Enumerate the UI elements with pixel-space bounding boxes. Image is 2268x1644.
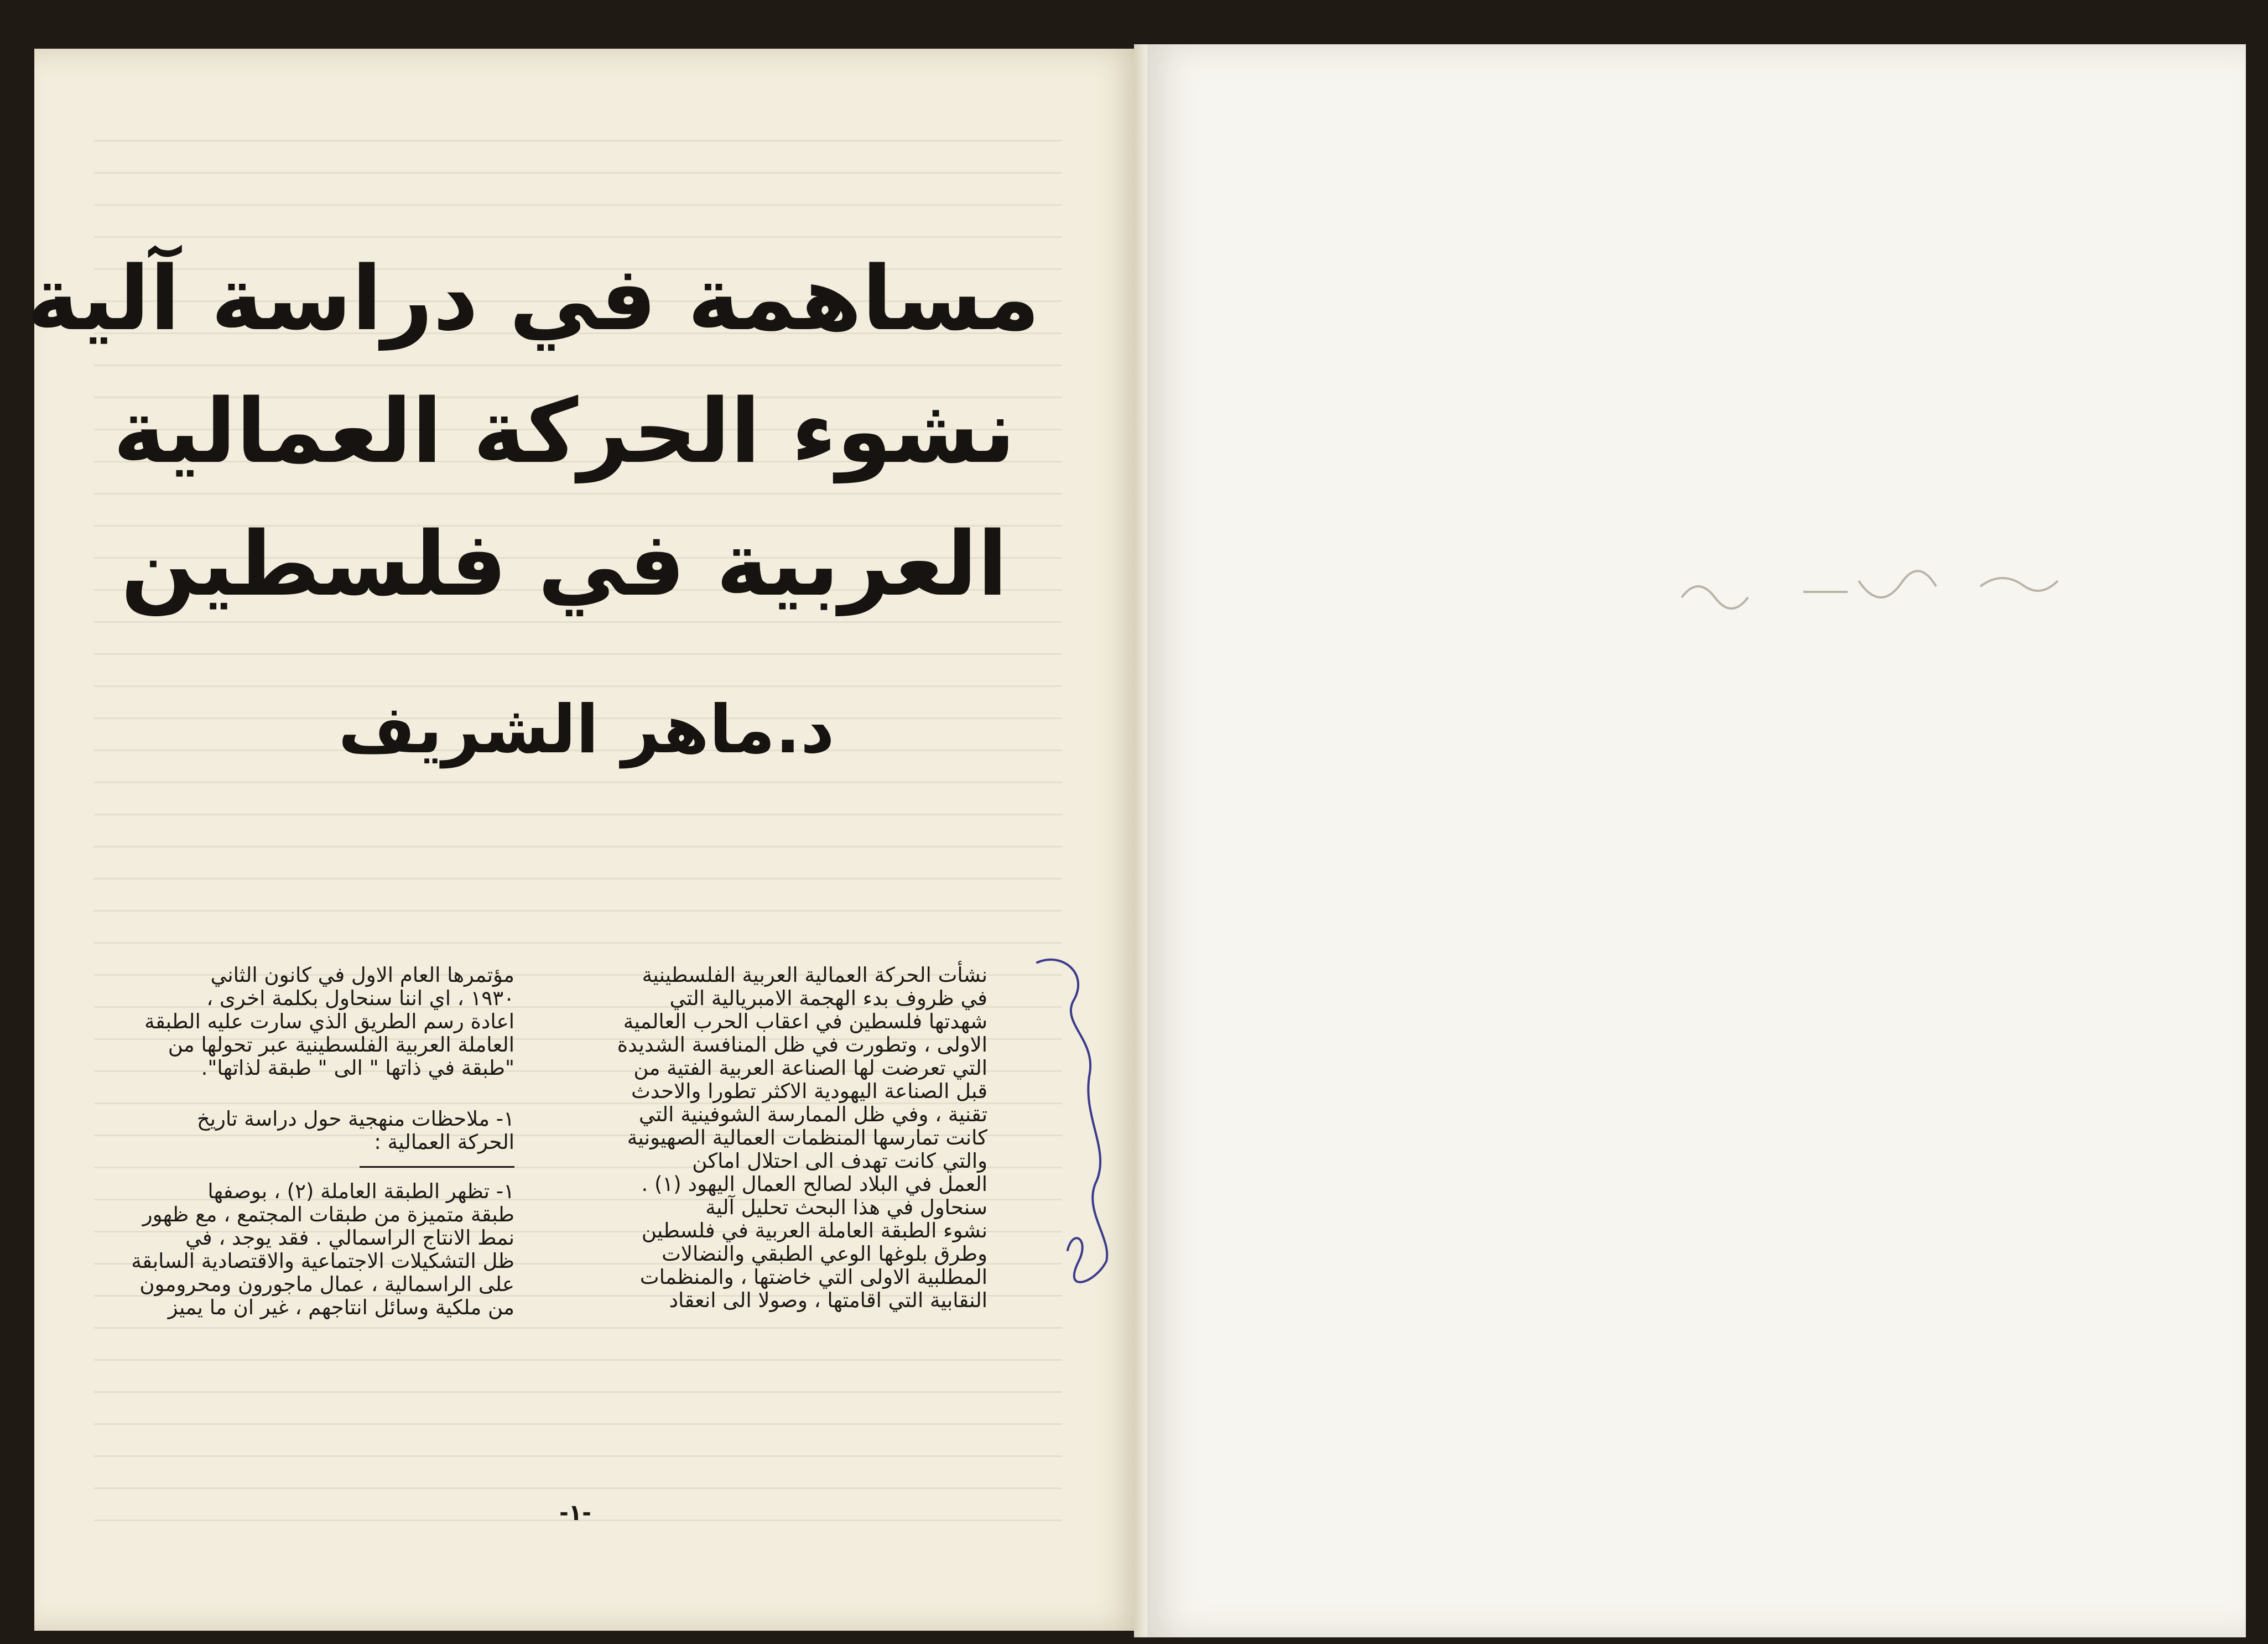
body-line: النقابية التي اقامتها ، وصولا الى انعقاد	[669, 1288, 987, 1312]
body-line: ١٩٣٠ ، اي اننا سنحاول بكلمة اخرى ،	[206, 986, 514, 1010]
text-column-left	[105, 964, 514, 1473]
body-line: على الراسمالية ، عمال ماجورون ومحرومون	[139, 1272, 514, 1296]
body-line: المطلبية الاولى التي خاضتها ، والمنظمات	[639, 1265, 987, 1289]
body-line: نشأت الحركة العمالية العربية الفلسطينية	[642, 963, 987, 987]
body-line: مؤتمرها العام الاول في كانون الثاني	[210, 963, 514, 987]
body-line: نمط الانتاج الراسمالي . فقد يوجد ، في	[185, 1226, 514, 1250]
body-line: العمل في البلاد لصالح العمال اليهود (١) .	[641, 1172, 987, 1196]
body-line: ١- تظهر الطبقة العاملة (٢) ، بوصفها	[207, 1179, 514, 1203]
body-line: في ظروف بدء الهجمة الامبريالية التي	[669, 986, 987, 1010]
page-number: -١-	[559, 1500, 591, 1526]
faint-pencil-marks	[1671, 531, 2113, 631]
body-line: "طبقة في ذاتها " الى " طبقة لذاتها".	[201, 1056, 514, 1080]
body-line: تقنية ، وفي ظل الممارسة الشوفينية التي	[638, 1102, 987, 1126]
body-line: العاملة العربية الفلسطينية عبر تحولها من	[168, 1033, 514, 1057]
body-line: سنحاول في هذا البحث تحليل آلية	[705, 1195, 987, 1219]
paragraph-gap	[105, 1080, 514, 1107]
text-column-right	[600, 964, 987, 1473]
section-heading-line: ١- ملاحظات منهجية حول دراسة تاريخ	[196, 1107, 514, 1131]
body-line: من ملكية وسائل انتاجهم ، غير ان ما يميز	[168, 1296, 514, 1319]
body-line: كانت تمارسها المنظمات العمالية الصهيونية	[627, 1126, 987, 1149]
article-title-line-1: مساهمة في دراسة آلية	[27, 247, 1040, 350]
body-line: نشوء الطبقة العاملة العربية في فلسطين	[641, 1219, 987, 1242]
author-name: د.ماهر الشريف	[338, 691, 835, 768]
right-page-blank	[1141, 44, 2246, 1637]
body-line: التي تعرضت لها الصناعة العربية الفتية من	[633, 1056, 987, 1080]
body-line: الاولى ، وتطورت في ظل المنافسة الشديدة	[617, 1033, 987, 1057]
body-line: شهدتها فلسطين في اعقاب الحرب العالمية	[623, 1010, 987, 1033]
body-line: قبل الصناعة اليهودية الاكثر تطورا والاحدث	[631, 1079, 987, 1103]
body-line: اعادة رسم الطريق الذي سارت عليه الطبقة	[144, 1010, 514, 1033]
body-line: والتي كانت تهدف الى احتلال اماكن	[692, 1149, 987, 1173]
body-line: طبقة متميزة من طبقات المجتمع ، مع ظهور	[142, 1203, 514, 1226]
article-title-line-3: العربية في فلسطين	[121, 512, 1008, 616]
section-heading-line: الحركة العمالية :	[374, 1130, 514, 1154]
article-title-line-2: نشوء الحركة العمالية	[113, 379, 1016, 483]
body-line: وطرق بلوغها الوعي الطبقي والنضالات	[662, 1242, 987, 1266]
body-line: ظل التشكيلات الاجتماعية والاقتصادية السابقة	[131, 1249, 514, 1273]
pen-annotation-mark	[1029, 951, 1140, 1438]
section-divider	[360, 1166, 514, 1168]
